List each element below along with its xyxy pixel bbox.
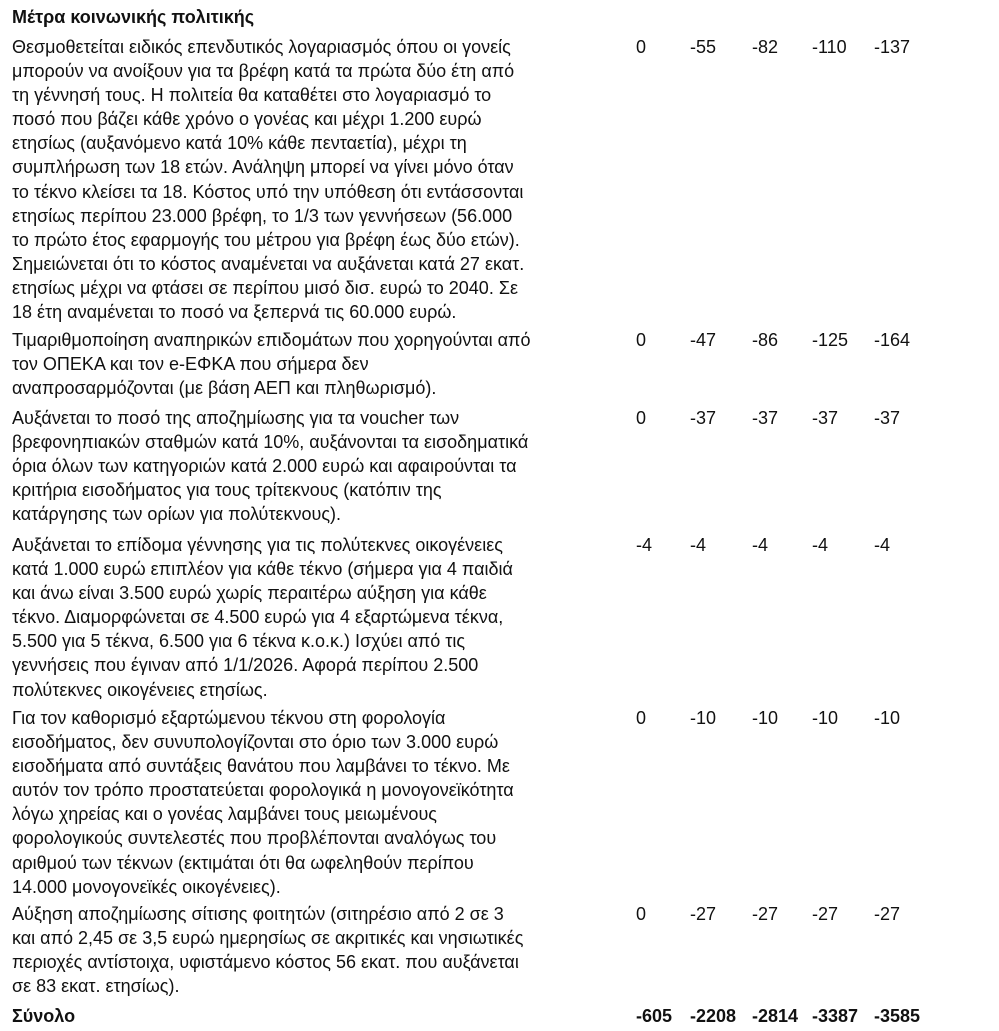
row-description: Για τον καθορισμό εξαρτώμενου τέκνου στη φορολογία εισοδήματος, δεν συνυπολογίζονται στο όριο των 3.000 ευρώ εισοδήματα από συντάξεις θανάτου που λαμβάνει το τέκνο. Με αυτόν τον τρόπο προστατεύεται φορολογικά η μονογονεϊκότητα λόγω χηρείας και ο γονέας λαμβάνει τους μειωμένους φορολογικούς συντελεστές που προβλέπονται αναλόγως του αριθμού των τέκνων (εκτιμάται ότι θα ωφεληθούν περίπου 14.000 μονογονεϊκές οικογένειες).: [12, 708, 514, 897]
row-description: Αυξάνεται το επίδομα γέννησης για τις πολύτεκνες οικογένειες κατά 1.000 ευρώ επιπλέον για κάθε τέκνο (σήμερα για 4 παιδιά και άνω είναι 3.500 ευρώ χωρίς περαιτέρω αύξηση για κάθε τέκνο. Διαμορφώνεται σε 4.500 ευρώ για 4 εξαρτώμενα τέκνα, 5.500 για 5 τέκνα, 6.500 για 6 τέκνα κ.ο.κ.) Ισχύει από τις γεννήσεις που έγιναν από 1/1/2026. Αφορά περίπου 2.500 πολύτεκνες οικογένειες ετησίως.: [12, 535, 513, 700]
row-value: -37: [752, 408, 779, 428]
row-value: -37: [874, 408, 901, 428]
row-value: 0: [636, 708, 647, 728]
total-value: -3387: [812, 1006, 859, 1026]
row-description: Τιμαριθμοποίηση αναπηρικών επιδομάτων που χορηγούνται από τον ΟΠΕΚΑ και τον e-ΕΦΚΑ που σήμερα δεν αναπροσαρμόζονται (με βάση ΑΕΠ και πληθωρισμό).: [12, 330, 531, 399]
row-value: -125: [812, 330, 849, 350]
row-value: -55: [690, 37, 717, 57]
row-value: -110: [812, 37, 847, 57]
row-value: 0: [636, 330, 647, 350]
row-value: -137: [874, 37, 911, 57]
row-value: -10: [812, 708, 839, 728]
row-value: -10: [690, 708, 717, 728]
total-label: Σύνολο: [12, 1006, 76, 1026]
row-value: -4: [812, 535, 829, 555]
row-value: -10: [752, 708, 779, 728]
row-value: -47: [690, 330, 717, 350]
row-value: -82: [752, 37, 779, 57]
row-value: 0: [636, 408, 647, 428]
row-description: Αυξάνεται το ποσό της αποζημίωσης για τα voucher των βρεφονηπιακών σταθμών κατά 10%, αυξάνονται τα εισοδηματικά όρια όλων των κατηγοριών κατά 2.000 ευρώ και αφαιρούνται τα κριτήρια εισοδήματος για τους τρίτεκνους (κατόπιν της κατάργησης των ορίων για πολύτεκνους).: [12, 408, 529, 525]
row-value: -27: [812, 904, 839, 924]
section-title: Μέτρα κοινωνικής πολιτικής: [12, 7, 255, 27]
row-value: 0: [636, 904, 647, 924]
row-value: -37: [690, 408, 717, 428]
row-value: -4: [874, 535, 891, 555]
total-value: -605: [636, 1006, 673, 1026]
row-value: -86: [752, 330, 779, 350]
total-value: -2208: [690, 1006, 737, 1026]
row-value: -37: [812, 408, 839, 428]
row-description: Αύξηση αποζημίωσης σίτισης φοιτητών (σιτηρέσιο από 2 σε 3 και από 2,45 σε 3,5 ευρώ ημερησίως σε ακριτικές και νησιωτικές περιοχές αντίστοιχα, υφιστάμενο κόστος 56 εκατ. που αυξάνεται σε 83 εκατ. ετησίως).: [12, 904, 524, 997]
total-value: -3585: [874, 1006, 921, 1026]
row-value: -27: [874, 904, 901, 924]
row-value: -4: [636, 535, 653, 555]
row-value: 0: [636, 37, 647, 57]
row-value: -164: [874, 330, 911, 350]
row-value: -4: [690, 535, 707, 555]
row-value: -4: [752, 535, 769, 555]
row-value: -10: [874, 708, 901, 728]
row-value: -27: [690, 904, 717, 924]
total-value: -2814: [752, 1006, 799, 1026]
row-value: -27: [752, 904, 779, 924]
row-description: Θεσμοθετείται ειδικός επενδυτικός λογαριασμός όπου οι γονείς μπορούν να ανοίξουν για τα βρέφη κατά τα πρώτα δύο έτη από τη γέννησή τους. Η πολιτεία θα καταθέτει στο λογαριασμό το ποσό που βάζει κάθε χρόνο ο γονέας και μέχρι 1.200 ευρώ ετησίως (αυξανόμενο κατά 10% κάθε πενταετία), μέχρι τη συμπλήρωση των 18 ετών. Ανάληψη μπορεί να γίνει μόνο όταν το τέκνο κλείσει τα 18. Κόστος υπό την υπόθεση ότι εντάσσονται ετησίως περίπου 23.000 βρέφη, το 1/3 των γεννήσεων (56.000 το πρώτο έτος εφαρμογής του μέτρου για βρέφη έως δύο ετών). Σημειώνεται ότι το κόστος αναμένεται να αυξάνεται κατά 27 εκατ. ετησίως μέχρι να φτάσει σε περίπου μισό δισ. ευρώ το 2040. Σε 18 έτη αναμένεται το ποσό να ξεπερνά τις 60.000 ευρώ.: [12, 37, 525, 323]
